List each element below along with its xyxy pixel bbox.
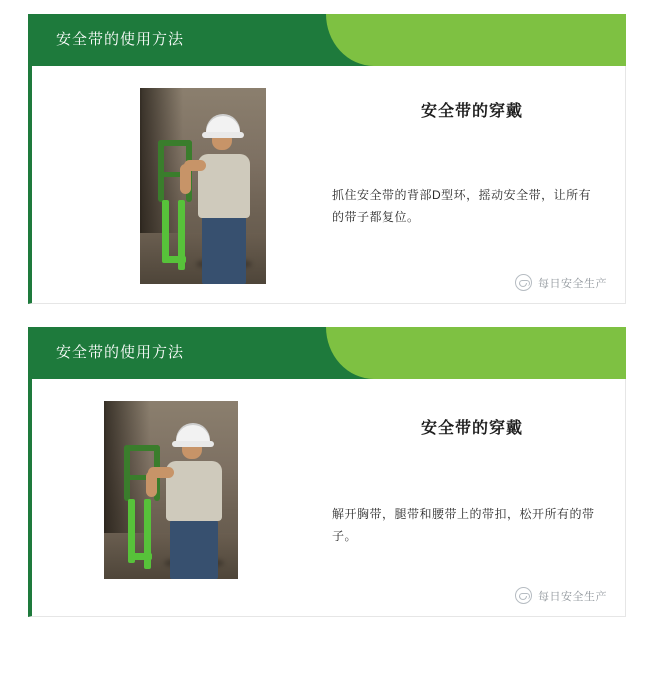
slide-1-header	[28, 14, 626, 66]
slide-2-watermark	[515, 587, 607, 604]
wechat-icon	[515, 587, 532, 604]
photo-worker-legs	[202, 214, 246, 284]
wechat-icon	[515, 274, 532, 291]
photo-harness-left	[158, 140, 164, 202]
slide-1-heading: 安全带的穿戴	[420, 103, 523, 120]
photo-strap-green-1	[162, 200, 169, 262]
slide-1-header-title: 安全带的使用方法	[56, 31, 185, 48]
photo-strap-green-loop	[128, 553, 152, 560]
slide-1-watermark	[515, 274, 607, 291]
slide-1-text: 抓住安全带的背部D型环，摇动安全带，让所有的带子都复位。	[332, 188, 592, 224]
photo-harness-left	[124, 445, 130, 501]
slide-2-heading: 安全带的穿戴	[420, 420, 523, 437]
slide-2-body	[28, 379, 626, 617]
photo-worker-forearm	[180, 164, 191, 194]
header-accent-wedge	[326, 14, 626, 66]
photo-strap-green-loop	[162, 256, 186, 263]
slide-1	[28, 14, 626, 304]
slide-1-body	[28, 66, 626, 304]
photo-worker-shirt	[166, 461, 222, 521]
slide-1-photo	[140, 88, 266, 284]
slide-2-header	[28, 327, 626, 379]
slide-2	[28, 327, 626, 617]
photo-worker-legs	[170, 519, 218, 579]
slide-2-photo	[104, 401, 238, 579]
header-accent-wedge	[326, 327, 626, 379]
slide-2-header-title: 安全带的使用方法	[56, 344, 185, 361]
slide-2-text: 解开胸带，腿带和腰带上的带扣，松开所有的带子。	[332, 507, 595, 543]
slide-1-watermark-text: 每日安全生产	[538, 277, 607, 290]
slide-2-watermark-text: 每日安全生产	[538, 590, 607, 603]
photo-worker-forearm	[146, 471, 157, 497]
